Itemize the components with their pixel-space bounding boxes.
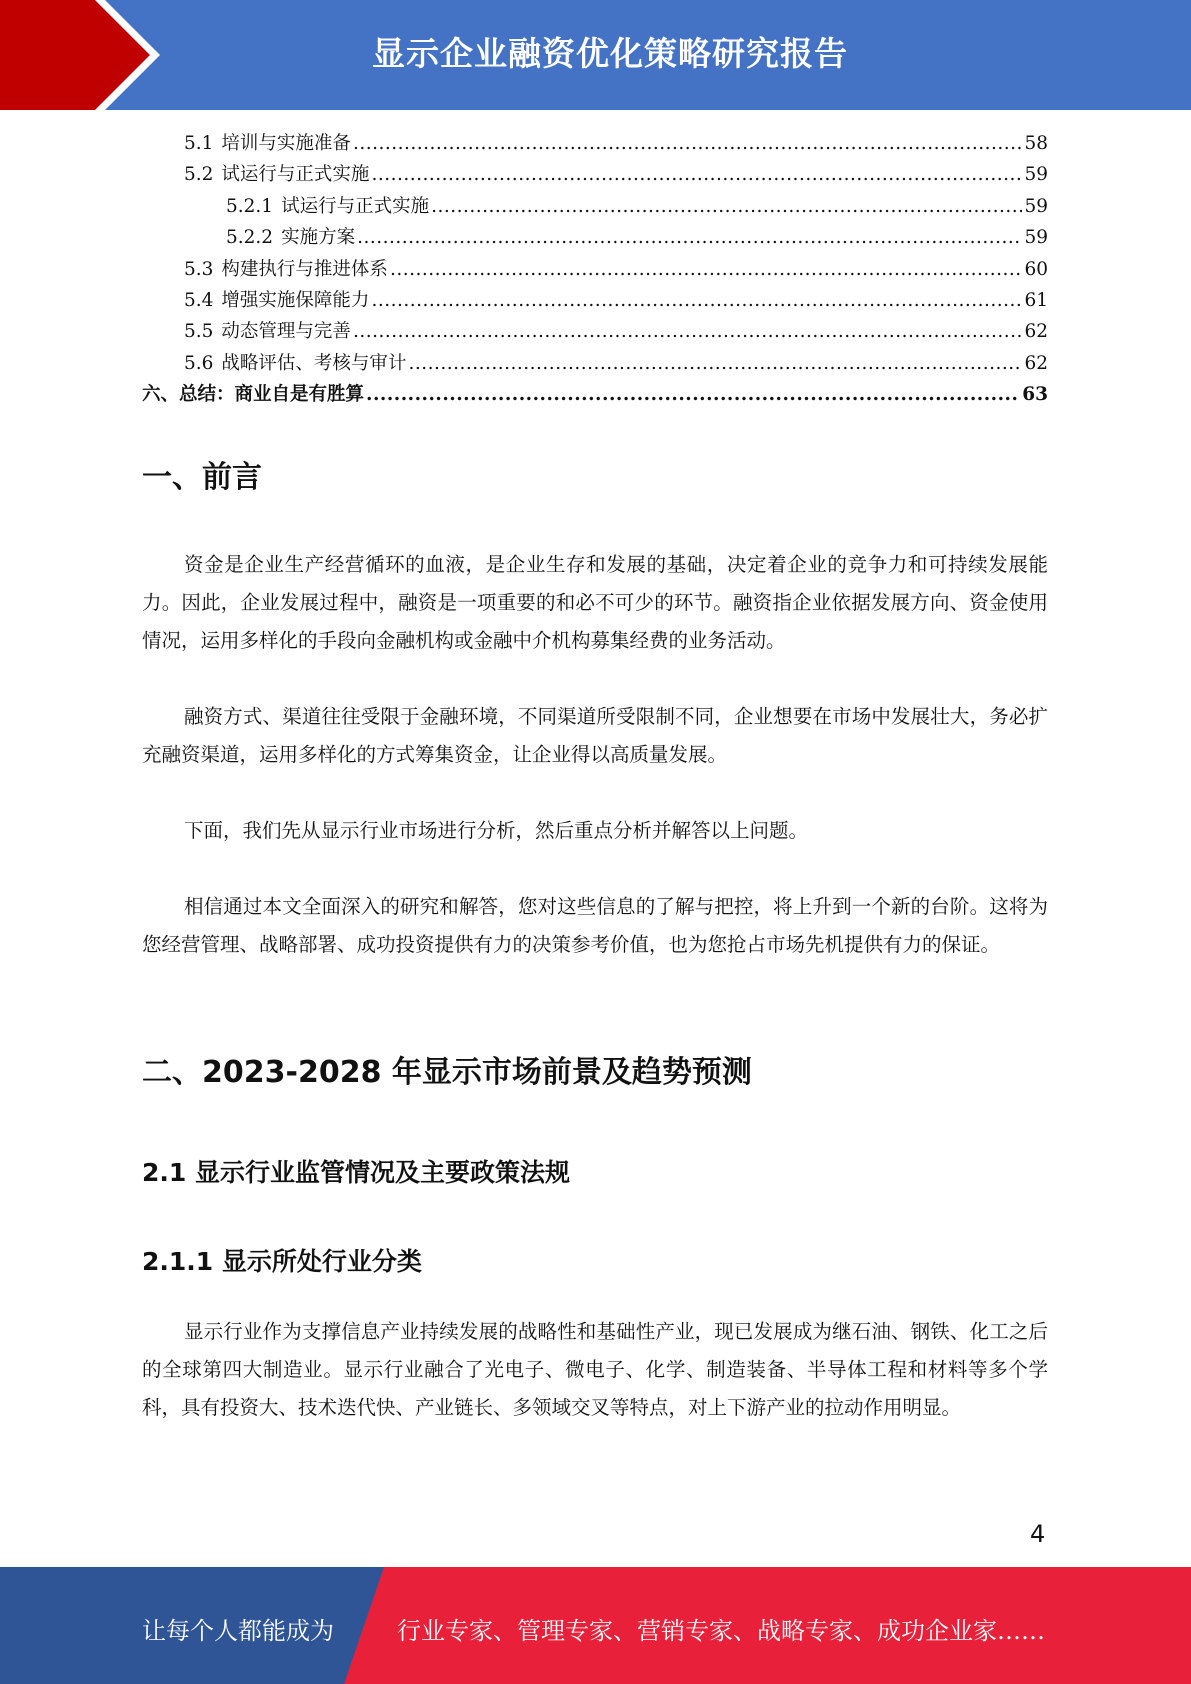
paragraph: 下面，我们先从显示行业市场进行分析，然后重点分析并解答以上问题。 bbox=[184, 819, 809, 842]
page-header bbox=[0, 0, 1191, 110]
section-heading-preface: 一、前言 bbox=[142, 460, 262, 495]
toc-entry-page: 62 bbox=[1024, 321, 1048, 343]
toc-entry-label: 六、总结：商业自是有胜算 bbox=[142, 384, 365, 406]
toc-entry-label: 构建执行与推进体系 bbox=[221, 258, 388, 280]
toc-entry-number: 5.2.1 bbox=[226, 195, 274, 217]
report-title: 显示企业融资优化策略研究报告 bbox=[372, 34, 848, 73]
toc-entry-number: 5.6 bbox=[184, 352, 214, 374]
toc-entry-label: 动态管理与完善 bbox=[221, 321, 351, 343]
subsection-heading: 2.1 显示行业监管情况及主要政策法规 bbox=[142, 1158, 570, 1187]
paragraph: 相信通过本文全面深入的研究和解答，您对这些信息的了解与把控，将上升到一个新的台阶。这将为您经营管理、战略部署、成功投资提供有力的决策参考价值，也为您抢占市场先机提供有力的保证。 bbox=[142, 895, 1048, 956]
toc-entry-label: 试运行与正式实施 bbox=[221, 164, 370, 186]
toc-entry-number: 5.2.2 bbox=[226, 227, 274, 249]
toc-entry-label: 增强实施保障能力 bbox=[221, 289, 370, 311]
section-heading-market-forecast: 二、2023-2028 年显示市场前景及趋势预测 bbox=[142, 1055, 752, 1090]
toc-entry-label: 培训与实施准备 bbox=[221, 132, 351, 154]
toc-leader-dots bbox=[408, 348, 1022, 379]
toc-entry[interactable] bbox=[142, 191, 1048, 222]
toc-entry-number: 5.5 bbox=[184, 321, 214, 343]
toc-entry-page: 59 bbox=[1024, 227, 1048, 249]
paragraph: 资金是企业生产经营循环的血液，是企业生存和发展的基础，决定着企业的竞争力和可持续发展能力。因此，企业发展过程中，融资是一项重要的和必不可少的环节。融资指企业依据发展方向、资金使用情况，运用多样化的手段向金融机构或金融中介机构募集经费的业务活动。 bbox=[142, 553, 1048, 652]
toc-entry[interactable] bbox=[142, 285, 1048, 316]
toc-leader-dots bbox=[366, 379, 1020, 410]
toc-leader-dots bbox=[353, 128, 1023, 159]
toc-leader-dots bbox=[390, 254, 1023, 285]
toc-entry[interactable] bbox=[142, 316, 1048, 347]
footer-slogan-right: 行业专家、管理专家、营销专家、战略专家、成功企业家…… bbox=[397, 1617, 1045, 1645]
page-footer bbox=[0, 1567, 1191, 1684]
toc-entry[interactable] bbox=[142, 222, 1048, 253]
toc-entry-label: 战略评估、考核与审计 bbox=[221, 352, 407, 374]
toc-entry-label: 试运行与正式实施 bbox=[281, 195, 430, 217]
toc-entry-page: 59 bbox=[1024, 195, 1048, 217]
toc-entry-page: 61 bbox=[1024, 289, 1048, 311]
toc-entry-number: 5.1 bbox=[184, 132, 214, 154]
paragraph: 显示行业作为支撑信息产业持续发展的战略性和基础性产业，现已发展成为继石油、钢铁、化工之后的全球第四大制造业。显示行业融合了光电子、微电子、化学、制造装备、半导体工程和材料等多个学科，具有投资大、技术迭代快、产业链长、多领域交叉等特点，对上下游产业的拉动作用明显。 bbox=[142, 1320, 1048, 1419]
toc-leader-dots bbox=[353, 316, 1023, 347]
toc-entry-page: 63 bbox=[1022, 384, 1048, 406]
toc-entry[interactable] bbox=[142, 128, 1048, 159]
toc-entry-label: 实施方案 bbox=[281, 227, 356, 249]
toc-entry-page: 58 bbox=[1024, 132, 1048, 154]
toc-entry-number: 5.2 bbox=[184, 164, 214, 186]
toc-leader-dots bbox=[431, 191, 1022, 222]
toc-leader-dots bbox=[371, 159, 1022, 190]
toc-leader-dots bbox=[371, 285, 1022, 316]
toc-entry-page: 59 bbox=[1024, 164, 1048, 186]
toc-entry-page: 62 bbox=[1024, 352, 1048, 374]
table-of-contents bbox=[142, 128, 1048, 411]
toc-leader-dots bbox=[357, 222, 1022, 253]
toc-entry[interactable] bbox=[142, 254, 1048, 285]
toc-entry-chapter[interactable] bbox=[142, 379, 1048, 410]
toc-entry-number: 5.4 bbox=[184, 289, 214, 311]
toc-entry-number: 5.3 bbox=[184, 258, 214, 280]
footer-slogan-left: 让每个人都能成为 bbox=[142, 1617, 334, 1645]
toc-entry-page: 60 bbox=[1024, 258, 1048, 280]
page-number: 4 bbox=[1030, 1520, 1046, 1548]
toc-entry[interactable] bbox=[142, 348, 1048, 379]
subsubsection-heading: 2.1.1 显示所处行业分类 bbox=[142, 1247, 422, 1276]
paragraph: 融资方式、渠道往往受限于金融环境，不同渠道所受限制不同，企业想要在市场中发展壮大，务必扩充融资渠道，运用多样化的方式筹集资金，让企业得以高质量发展。 bbox=[142, 705, 1048, 766]
toc-entry[interactable] bbox=[142, 159, 1048, 190]
